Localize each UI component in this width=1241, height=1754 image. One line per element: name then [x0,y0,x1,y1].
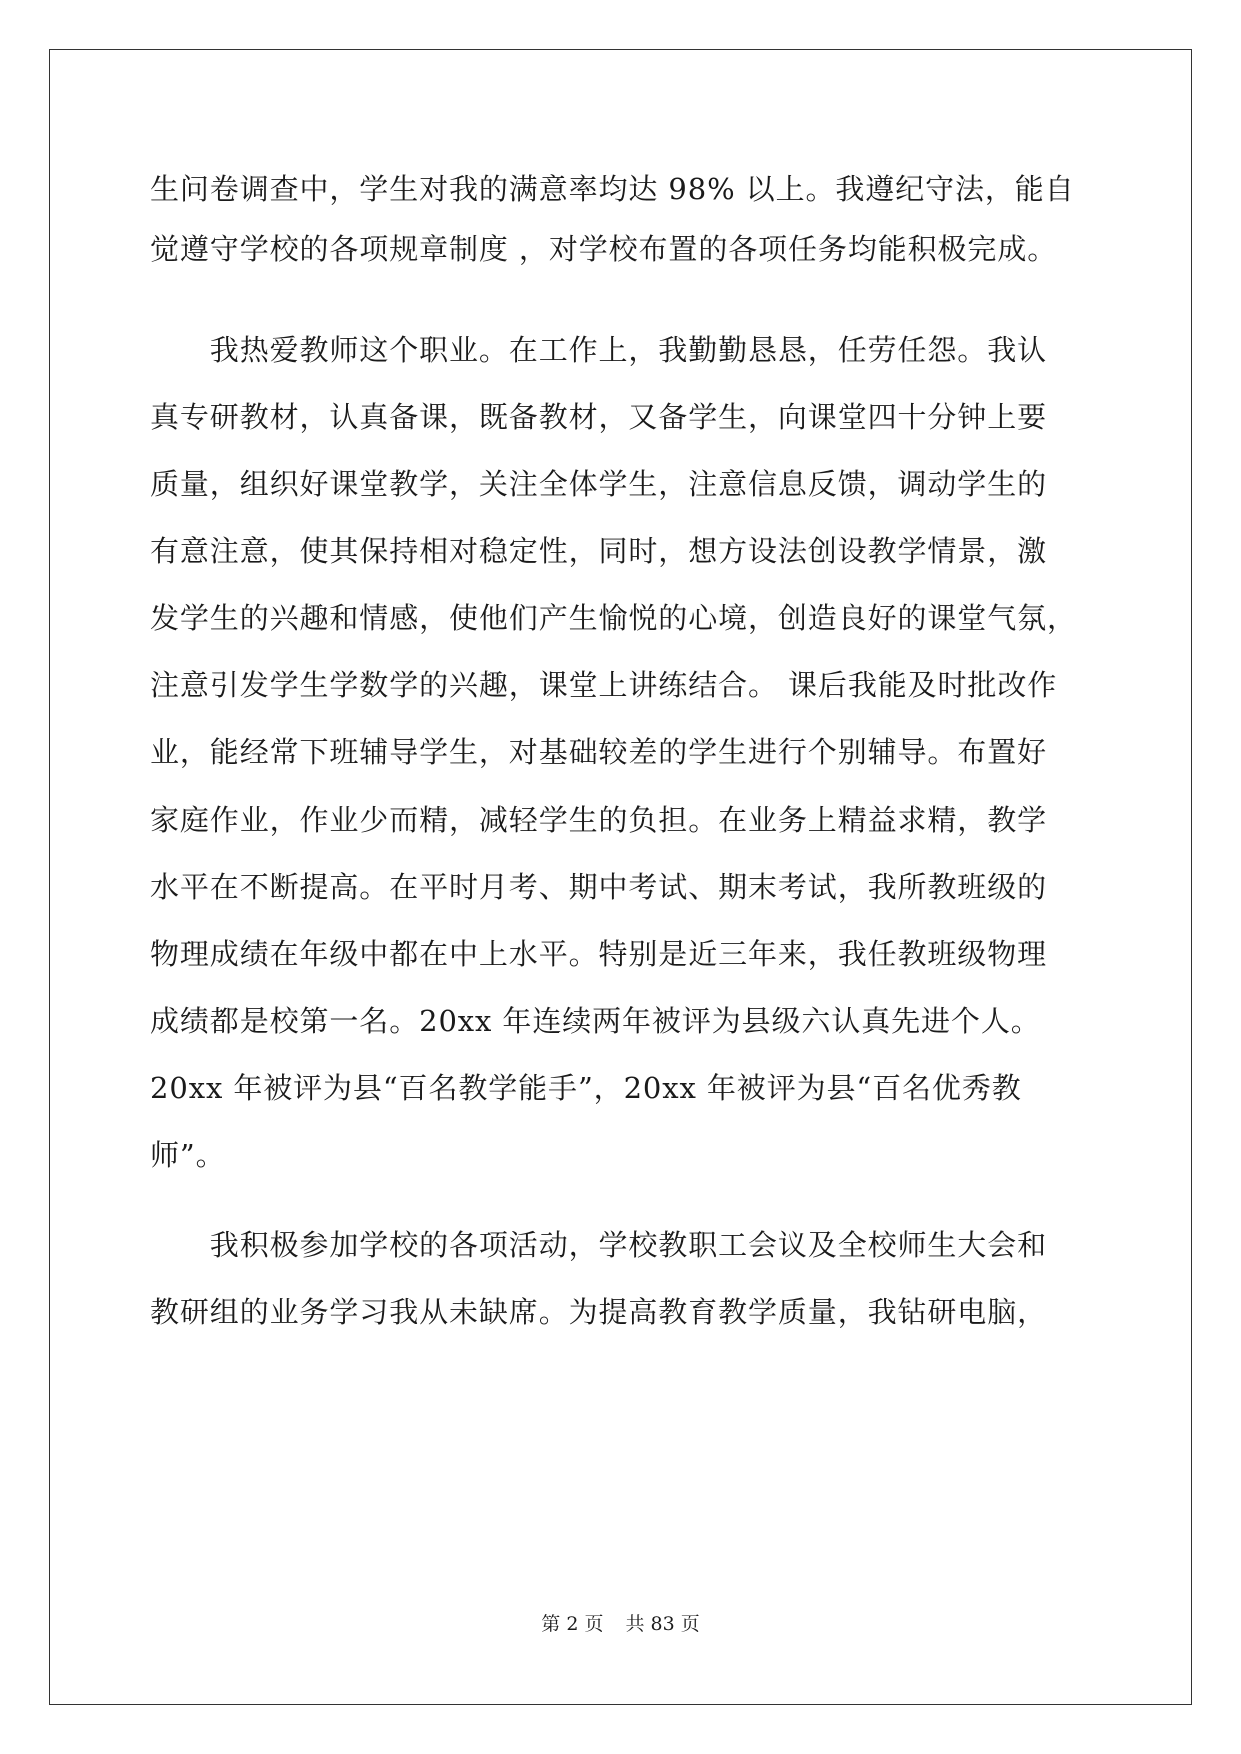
text-line: 水平在不断提高。在平时月考、期中考试、期末考试，我所教班级的 [150,870,1048,904]
text-line: 生问卷调查中，学生对我的满意率均达 98% 以上。我遵纪守法，能自 [150,172,1075,206]
text-line: 有意注意，使其保持相对稳定性，同时，想方设法创设教学情景，激 [150,534,1048,568]
text-line: 教研组的业务学习我从未缺席。为提高教育教学质量，我钻研电脑， [150,1295,1048,1329]
text-line: 师”。 [150,1138,226,1172]
text-line: 注意引发学生学数学的兴趣，课堂上讲练结合。 课后我能及时批改作 [150,668,1058,702]
text-line: 觉遵守学校的各项规章制度 ，对学校布置的各项任务均能积极完成。 [150,232,1058,266]
page-number: 第 2 页 [541,1613,604,1635]
text-line: 家庭作业，作业少而精，减轻学生的负担。在业务上精益求精，教学 [150,803,1048,837]
text-line: 20xx 年被评为县“百名教学能手”，20xx 年被评为县“百名优秀教 [150,1071,1022,1105]
text-line: 物理成绩在年级中都在中上水平。特别是近三年来，我任教班级物理 [150,937,1048,971]
text-line: 业，能经常下班辅导学生，对基础较差的学生进行个别辅导。布置好 [150,735,1048,769]
text-line: 质量，组织好课堂教学，关注全体学生，注意信息反馈，调动学生的 [150,467,1048,501]
text-line: 我热爱教师这个职业。在工作上，我勤勤恳恳，任劳任怨。我认 [150,333,1048,367]
text-line: 我积极参加学校的各项活动，学校教职工会议及全校师生大会和 [150,1228,1048,1262]
text-line: 成绩都是校第一名。20xx 年连续两年被评为县级六认真先进个人。 [150,1004,1041,1038]
text-line: 真专研教材，认真备课，既备教材，又备学生，向课堂四十分钟上要 [150,400,1048,434]
page-footer [0,1612,1241,1636]
text-line: 发学生的兴趣和情感，使他们产生愉悦的心境，创造良好的课堂气氛， [150,601,1077,635]
page-total: 共 83 页 [625,1613,700,1635]
